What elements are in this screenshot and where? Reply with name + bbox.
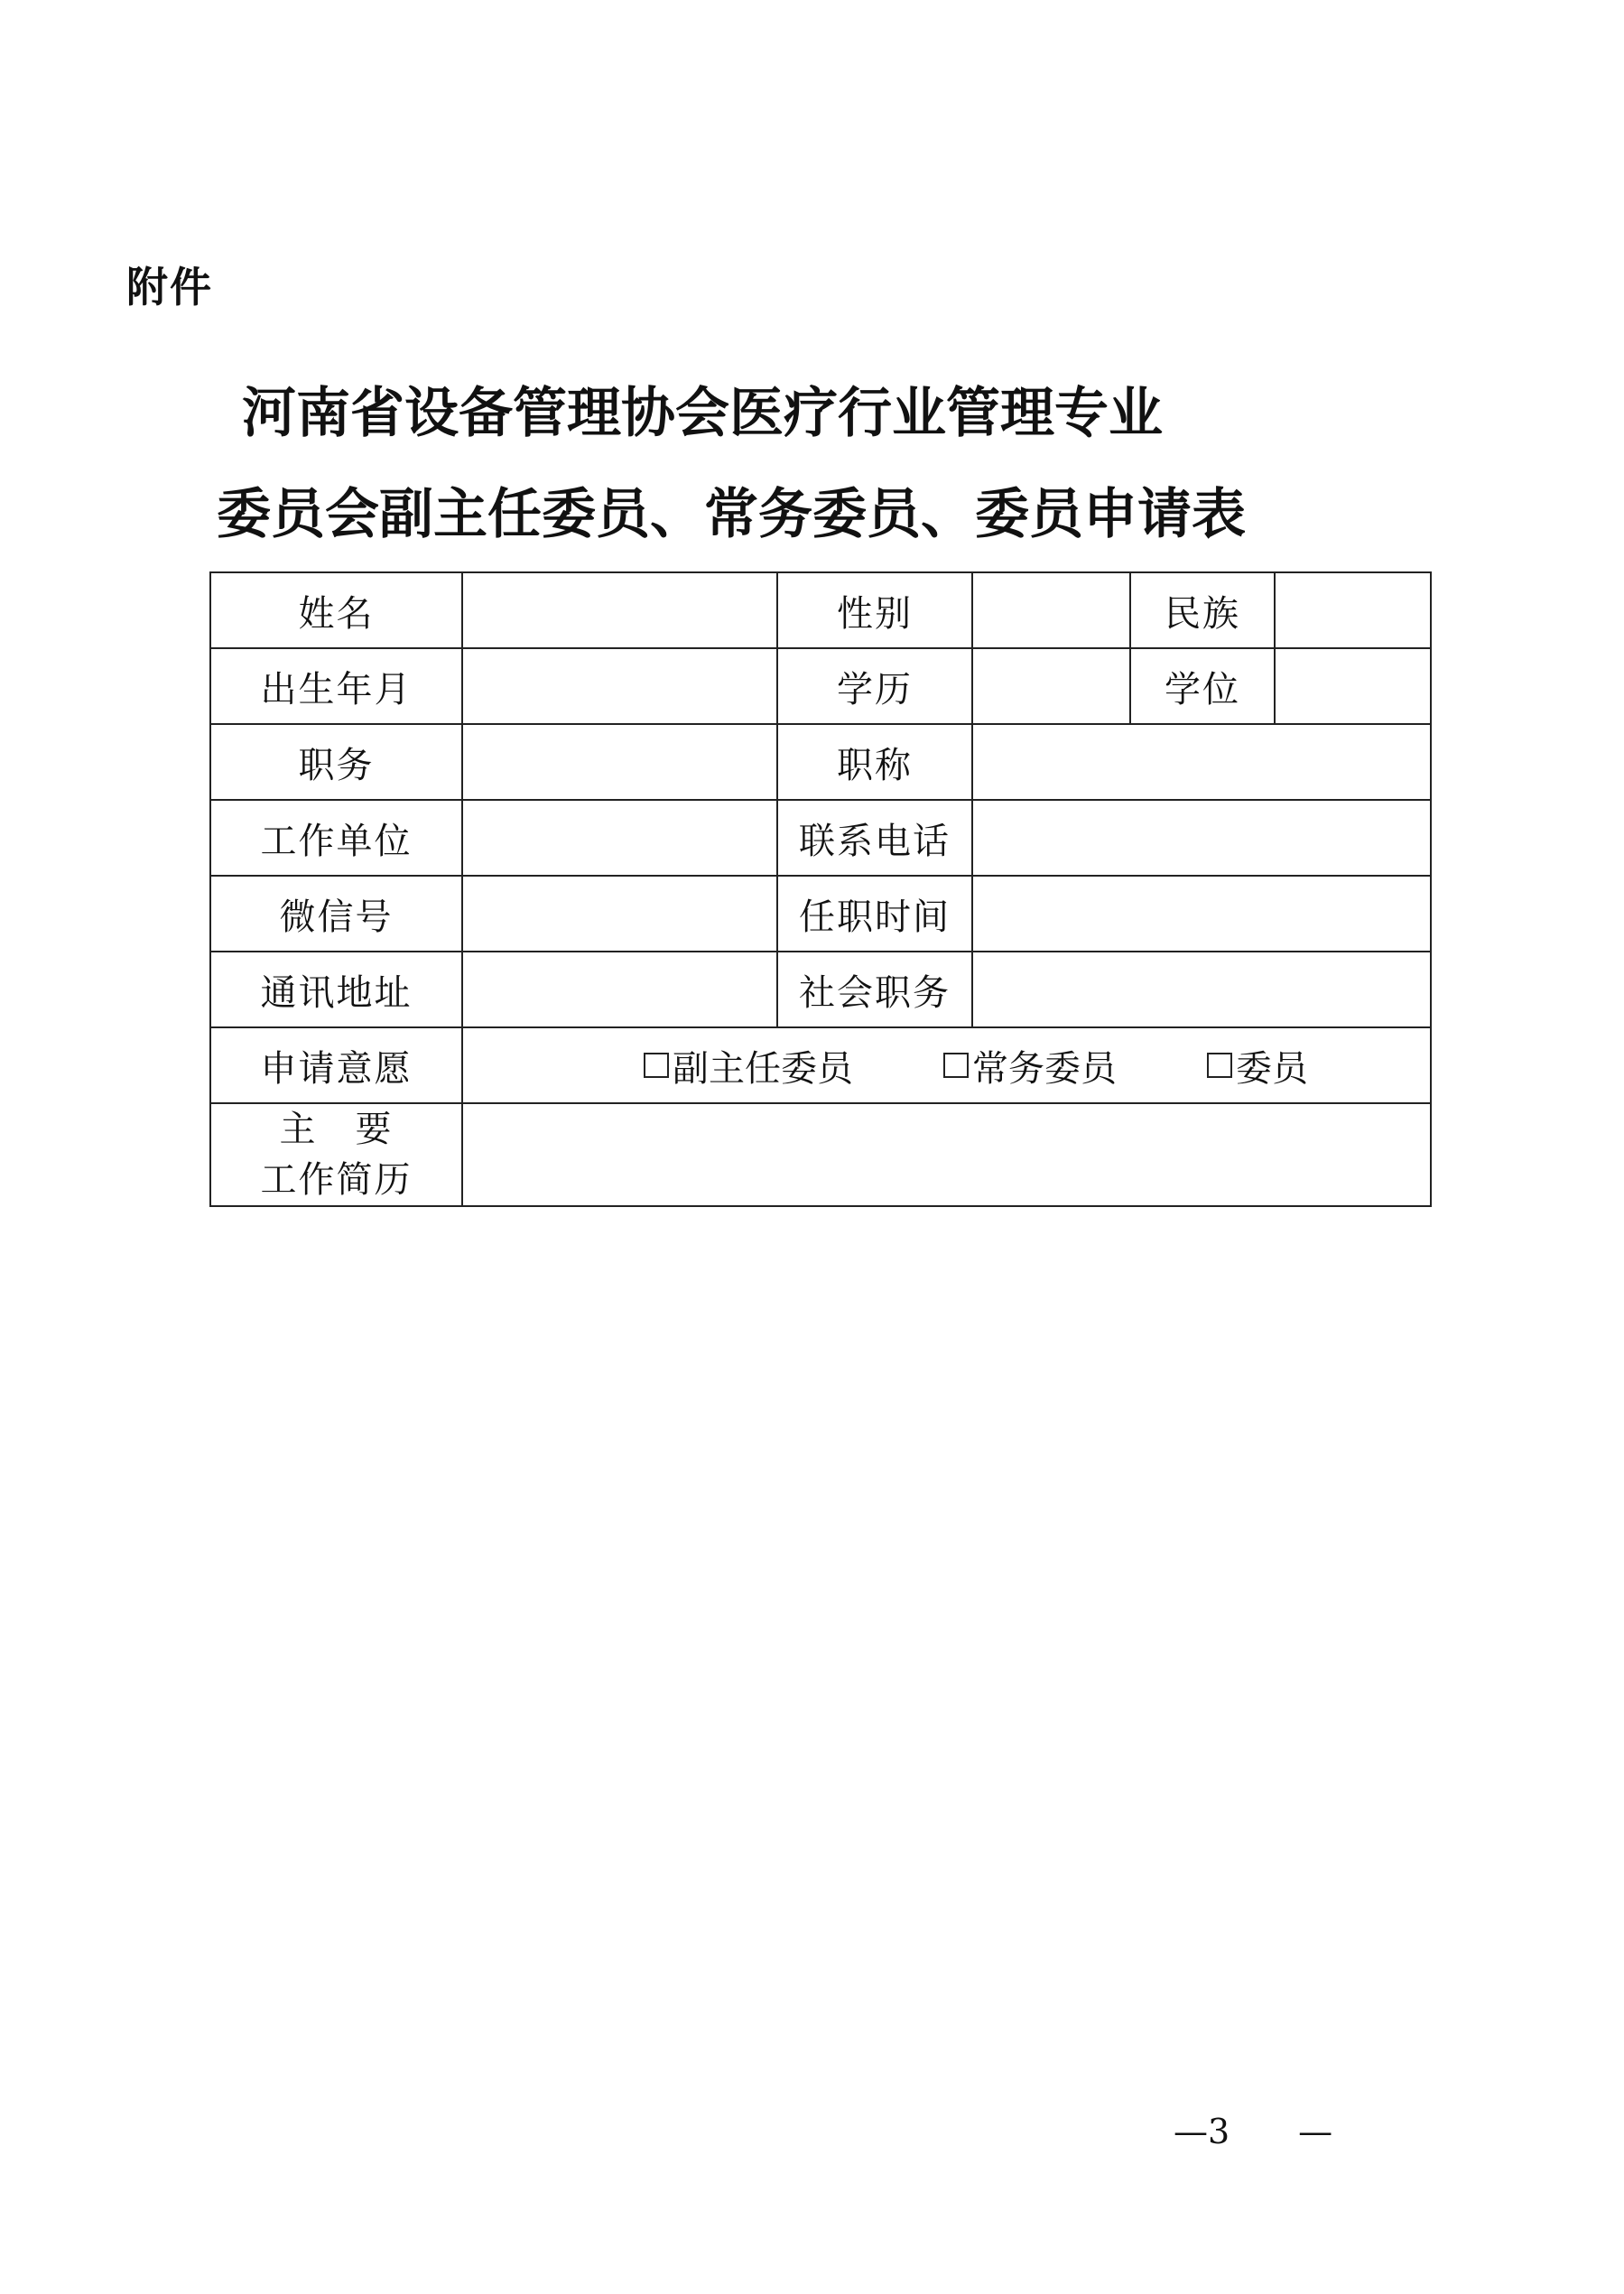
option-member[interactable] [1207,1040,1308,1091]
social-field[interactable] [972,952,1431,1027]
wish-label: 申请意愿 [210,1027,462,1103]
ethnicity-field[interactable] [1275,572,1431,648]
name-field[interactable] [462,572,777,648]
resume-field[interactable] [462,1103,1431,1206]
checkbox-icon[interactable] [943,1053,969,1078]
resume-label-line2: 工作简历 [260,1159,413,1201]
position-label: 职务 [210,724,462,800]
checkbox-icon[interactable] [644,1053,669,1078]
education-field[interactable] [972,648,1130,724]
wish-options-cell [462,1027,1431,1103]
table-row [210,800,1431,876]
resume-label-cell [210,1103,462,1206]
option-label: 常务委员 [972,1047,1117,1090]
address-label: 通讯地址 [210,952,462,1027]
page-number: —3 — [1174,2112,1333,2151]
education-label: 学历 [777,648,972,724]
tenure-label: 任职时间 [777,876,972,952]
table-row [210,1027,1431,1103]
tenure-field[interactable] [972,876,1431,952]
name-label: 姓名 [210,572,462,648]
option-label: 副主任委员 [673,1047,853,1090]
table-row [210,876,1431,952]
gender-field[interactable] [972,572,1130,648]
ethnicity-label: 民族 [1130,572,1275,648]
form-title-line1: 河南省设备管理协会医疗行业管理专业 [242,382,1163,445]
wechat-field[interactable] [462,876,777,952]
attachment-label: 附件 [126,263,213,311]
option-label: 委员 [1236,1047,1308,1090]
table-row [210,952,1431,1027]
birth-field[interactable] [462,648,777,724]
position-field[interactable] [462,724,777,800]
degree-field[interactable] [1275,648,1431,724]
wechat-label: 微信号 [210,876,462,952]
form-title-line2: 委员会副主任委员、常务委员、委员申请表 [217,483,1246,546]
title-label: 职称 [777,724,972,800]
table-row [210,1103,1431,1206]
option-standing-member[interactable] [943,1040,1117,1091]
social-label: 社会职务 [777,952,972,1027]
table-row [210,724,1431,800]
phone-label: 联系电话 [777,800,972,876]
application-form-table [209,571,1432,1207]
workplace-label: 工作单位 [210,800,462,876]
resume-label-line1: 主 要 [279,1109,394,1150]
option-vice-director[interactable] [644,1040,853,1091]
title-field[interactable] [972,724,1431,800]
gender-label: 性别 [777,572,972,648]
address-field[interactable] [462,952,777,1027]
checkbox-icon[interactable] [1207,1053,1232,1078]
degree-label: 学位 [1130,648,1275,724]
table-row [210,572,1431,648]
birth-label: 出生年月 [210,648,462,724]
phone-field[interactable] [972,800,1431,876]
workplace-field[interactable] [462,800,777,876]
table-row [210,648,1431,724]
